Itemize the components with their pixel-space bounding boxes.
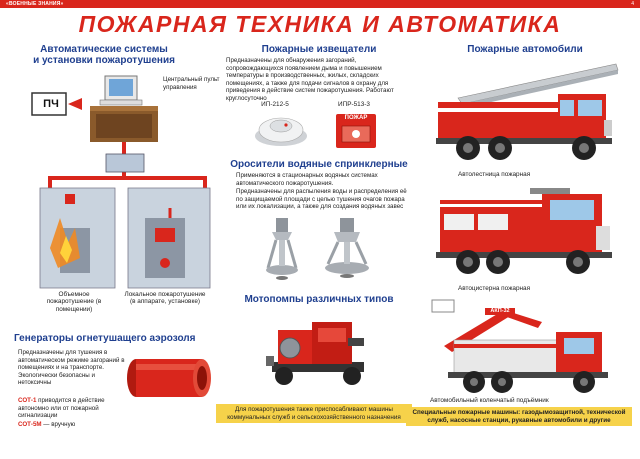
lift-truck-badge: АКП-32 bbox=[485, 308, 515, 315]
aerial-ladder-truck-image bbox=[428, 58, 624, 168]
tanker-truck-label: Автоцистерна пожарная bbox=[458, 285, 531, 292]
sot5m-name: СОТ-5М bbox=[18, 421, 42, 428]
special-vehicles-note: Специальные пожарные машины: газодымозащитной, технической служб, насосные станции, рукавные автомобили и другие bbox=[406, 407, 632, 426]
control-panel-label: Центральный пульт управления bbox=[163, 76, 220, 91]
sot1-name: СОТ-1 bbox=[18, 397, 37, 404]
lift-truck-label: Автомобильный коленчатый подъёмник bbox=[430, 397, 549, 404]
motor-pump-image bbox=[262, 312, 374, 396]
detector-model-1: ИП-212-5 bbox=[261, 101, 289, 108]
sot5m-note bbox=[18, 421, 118, 429]
detectors-heading: Пожарные извещатели bbox=[261, 44, 377, 55]
detector-model-2: ИПР-513-3 bbox=[338, 101, 370, 108]
volume-extinguishing-label: Объемное пожаротушение (в помещении) bbox=[46, 291, 102, 313]
aerosol-generator-image bbox=[126, 356, 216, 400]
sot1-note bbox=[18, 397, 118, 420]
aerosol-heading: Генераторы огнетушащего аэрозоля bbox=[14, 333, 196, 344]
pumps-note: Для пожаротушения также приспосабливают машины коммунальных служб и сельскохозяйственного назначения bbox=[216, 404, 412, 423]
page-number: 4 bbox=[631, 1, 634, 7]
sot5m-text: — вручную bbox=[41, 421, 76, 428]
top-bar bbox=[0, 0, 640, 8]
auto-systems-heading: Автоматические системы и установки пожаротушения bbox=[33, 44, 175, 66]
smoke-detector-image bbox=[254, 112, 308, 148]
articulated-lift-truck-image bbox=[424, 296, 624, 400]
sprinklers-description-1: Применяются в стационарных водяных системах автоматического пожаротушения. bbox=[236, 172, 378, 187]
pch-sign-label: ПЧ bbox=[43, 98, 59, 110]
vehicles-heading: Пожарные автомобили bbox=[467, 44, 583, 55]
page-title: ПОЖАРНАЯ ТЕХНИКА И АВТОМАТИКА bbox=[78, 11, 562, 37]
publisher-label: «ВОЕННЫЕ ЗНАНИЯ» bbox=[6, 1, 64, 7]
sprinklers-description-2: Предназначены для распыления воды и распределения её по защищаемой площади с целью тушения очагов пожара или их локализации, а также для создания водяных завес bbox=[236, 188, 407, 211]
sot1-text: приводится в действие автономно или от пожарной сигнализации bbox=[18, 397, 105, 420]
ladder-truck-label: Автолестница пожарная bbox=[458, 171, 531, 178]
sprinkler-images bbox=[262, 218, 382, 284]
tanker-truck-image bbox=[430, 180, 622, 280]
aerosol-description: Предназначены для тушения в автоматическом режиме загораний в помещениях и на транспорте. Экологически безопасны и нетоксичны bbox=[18, 349, 125, 387]
local-extinguishing-label: Локальное пожаротушение (в аппарате, установке) bbox=[124, 291, 206, 306]
manual-call-point-label: ПОЖАР bbox=[344, 115, 368, 121]
motor-pumps-heading: Мотопомпы различных типов bbox=[244, 294, 394, 305]
detectors-description: Предназначены для обнаружения загораний, сопровождающихся появлением дыма и повышением температуры в производственных, жилых, складских помещениях, а также для подачи сигналов в охрану для приведения в действие систем пожаротушения. Работают круглосуточно bbox=[226, 57, 394, 102]
sprinklers-heading: Оросители водяные спринклерные bbox=[230, 159, 408, 170]
